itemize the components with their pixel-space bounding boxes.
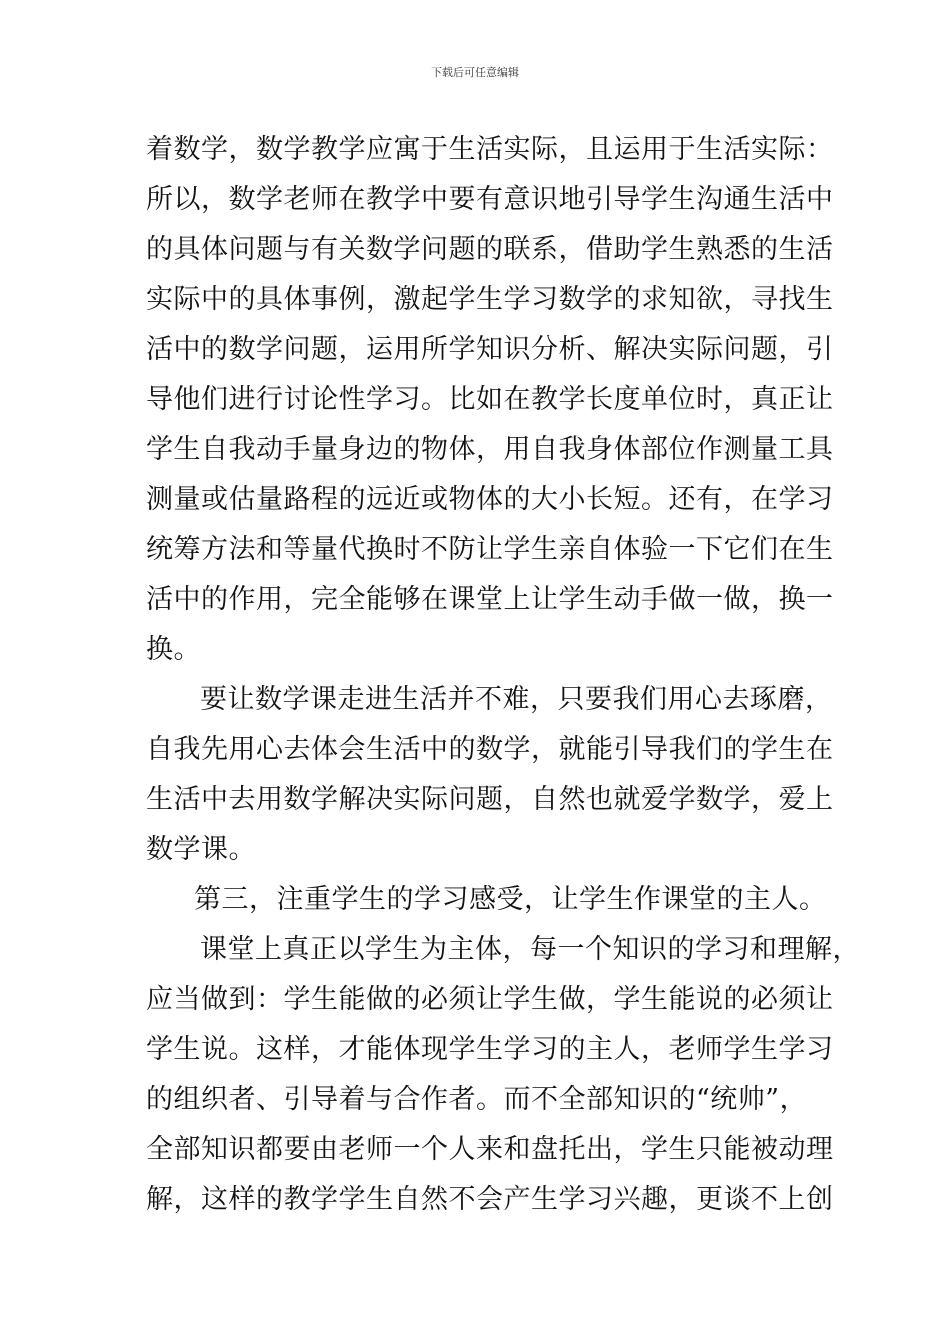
text-line: 全部知识都要由老师一个人来和盘托出，学生只能被动理: [146, 1134, 834, 1165]
document-body: [146, 125, 860, 1225]
text-line: 测量或估量路程的远近或物体的大小长短。还有，在学习: [146, 484, 834, 515]
text-line: 统筹方法和等量代换时不防让学生亲自体验一下它们在生: [146, 534, 834, 565]
text-line: 的组织者、引导着与合作者。而不全部知识的“统帅”，: [146, 1084, 808, 1115]
paragraph-first-line: 课堂上真正以学生为主体，每一个知识的学习和理解，: [200, 934, 860, 965]
text-line: 所以，数学老师在教学中要有意识地引导学生沟通生活中: [146, 184, 834, 215]
text-line: 学生自我动手量身边的物体，用自我身体部位作测量工具: [146, 434, 834, 465]
text-line: 着数学，数学教学应寓于生活实际，且运用于生活实际：: [146, 134, 834, 165]
text-line: 活中的数学问题，运用所学知识分析、解决实际问题，引: [146, 334, 834, 365]
text-line: 数学课。: [146, 834, 256, 865]
text-line: 活中的作用，完全能够在课堂上让学生动手做一做，换一: [146, 584, 834, 615]
text-line: 自我先用心去体会生活中的数学，就能引导我们的学生在: [146, 734, 834, 765]
paragraph-first-line: 要让数学课走进生活并不难，只要我们用心去琢磨，: [200, 684, 833, 715]
section-heading-line: 第三，注重学生的学习感受，让学生作课堂的主人。: [194, 884, 827, 915]
page-header-note: 下载后可任意编辑: [431, 66, 519, 79]
text-line: 解，这样的教学学生自然不会产生学习兴趣，更谈不上创: [146, 1184, 834, 1215]
text-line: 导他们进行讨论性学习。比如在教学长度单位时，真正让: [146, 384, 834, 415]
text-line: 生活中去用数学解决实际问题，自然也就爱学数学，爱上: [146, 784, 834, 815]
text-line: 学生说。这样，才能体现学生学习的主人，老师学生学习: [146, 1034, 834, 1065]
text-line: 的具体问题与有关数学问题的联系，借助学生熟悉的生活: [146, 234, 834, 265]
text-line: 应当做到：学生能做的必须让学生做，学生能说的必须让: [146, 984, 834, 1015]
text-line: 实际中的具体事例，激起学生学习数学的求知欲，寻找生: [146, 284, 834, 315]
text-line: 换。: [146, 634, 201, 665]
